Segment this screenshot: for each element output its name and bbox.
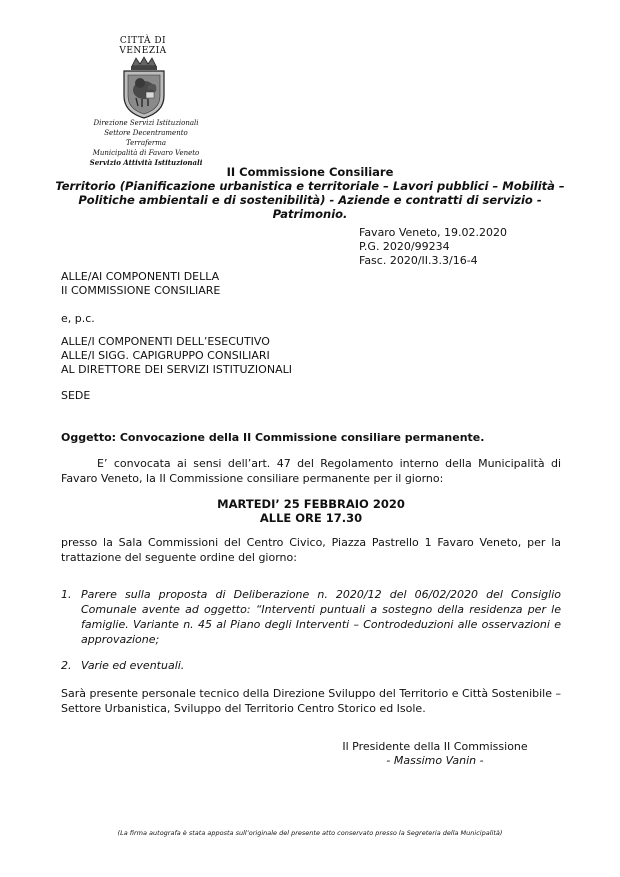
letterhead-city-name bbox=[108, 36, 178, 56]
cc-line: ALLE/I COMPONENTI DELL’ESECUTIVO bbox=[61, 335, 270, 348]
intro-paragraph: E’ convocata ai sensi dell’art. 47 del Regolamento interno della Municipalità di Favaro Veneto, la II Commissione consiliare permanente per il giorno: bbox=[61, 457, 561, 485]
recipients-main bbox=[61, 270, 220, 298]
meeting-date: MARTEDI’ 25 FEBBRAIO 2020 bbox=[217, 497, 405, 511]
file-number: Fasc. 2020/II.3.3/16-4 bbox=[359, 254, 478, 267]
cc-line: AL DIRETTORE DEI SERVIZI ISTITUZIONALI bbox=[61, 363, 292, 376]
agenda-item-text: Parere sulla proposta di Deliberazione n. 2020/12 del 06/02/2020 del Consiglio Comunale avente ad oggetto: “Interventi puntuali a sostegno della residenza per le famiglie. Variante n. 45 al Piano degli Interventi – Controdeduzioni alle osservazioni e approvazione; bbox=[81, 588, 561, 646]
agenda-item-number: 1. bbox=[61, 588, 72, 601]
recipient-sede: SEDE bbox=[61, 389, 91, 402]
place-date: Favaro Veneto, 19.02.2020 bbox=[359, 226, 508, 239]
city-name-line1: CITTÀ DI bbox=[119, 36, 167, 46]
recipients-pc: e, p.c. bbox=[61, 312, 95, 325]
agenda-item-number: 2. bbox=[61, 659, 72, 672]
protocol-block bbox=[359, 226, 507, 268]
recipient-line: ALLE/AI COMPONENTI DELLA bbox=[61, 270, 220, 283]
signature-block bbox=[300, 740, 570, 768]
commission-subtitle-line2: Politiche ambientali e di sostenibilità) - Aziende e contratti di servizio - Patrimonio. bbox=[78, 193, 542, 221]
signature-name: - Massimo Vanin - bbox=[386, 754, 484, 767]
recipient-line: II COMMISSIONE CONSILIARE bbox=[61, 284, 221, 297]
signature-role: Il Presidente della II Commissione bbox=[342, 740, 528, 753]
office-service: Servizio Attività Istituzionali bbox=[89, 158, 203, 167]
commission-subtitle-line1: Territorio (Pianificazione urbanistica e territoriale – Lavori pubblici – Mobilità – bbox=[55, 179, 565, 193]
city-name-line2: VENEZIA bbox=[119, 46, 167, 56]
lion-of-st-mark-emblem-icon bbox=[118, 56, 170, 120]
location-paragraph: presso la Sala Commissioni del Centro Civico, Piazza Pastrello 1 Favaro Veneto, per la trattazione del seguente ordine del giorno: bbox=[61, 536, 561, 564]
office-line: Direzione Servizi Istituzionali bbox=[93, 119, 199, 127]
office-line: Settore Decentramento Terraferma bbox=[104, 129, 188, 147]
subject-line: Oggetto: Convocazione della II Commissione consiliare permanente. bbox=[61, 431, 485, 444]
office-line: Municipalità di Favaro Veneto bbox=[92, 149, 200, 157]
commission-heading bbox=[40, 165, 580, 221]
cc-line: ALLE/I SIGG. CAPIGRUPPO CONSILIARI bbox=[61, 349, 270, 362]
agenda-item bbox=[61, 658, 561, 673]
agenda-item bbox=[61, 587, 561, 647]
closing-paragraph: Sarà presente personale tecnico della Direzione Sviluppo del Territorio e Città Sostenibile – Settore Urbanistica, Sviluppo del Territorio Centro Storico ed Isole. bbox=[61, 687, 561, 715]
protocol-number: P.G. 2020/99234 bbox=[359, 240, 450, 253]
commission-title: II Commissione Consiliare bbox=[226, 165, 394, 179]
recipients-cc bbox=[61, 335, 292, 377]
issuing-office bbox=[86, 118, 206, 168]
agenda-list bbox=[61, 587, 561, 684]
footnote: (La firma autografa è stata apposta sull’originale del presente atto conservato presso la Segreteria della Municipalità) bbox=[117, 829, 503, 837]
meeting-time: ALLE ORE 17.30 bbox=[259, 511, 363, 525]
agenda-item-text: Varie ed eventuali. bbox=[81, 659, 185, 672]
